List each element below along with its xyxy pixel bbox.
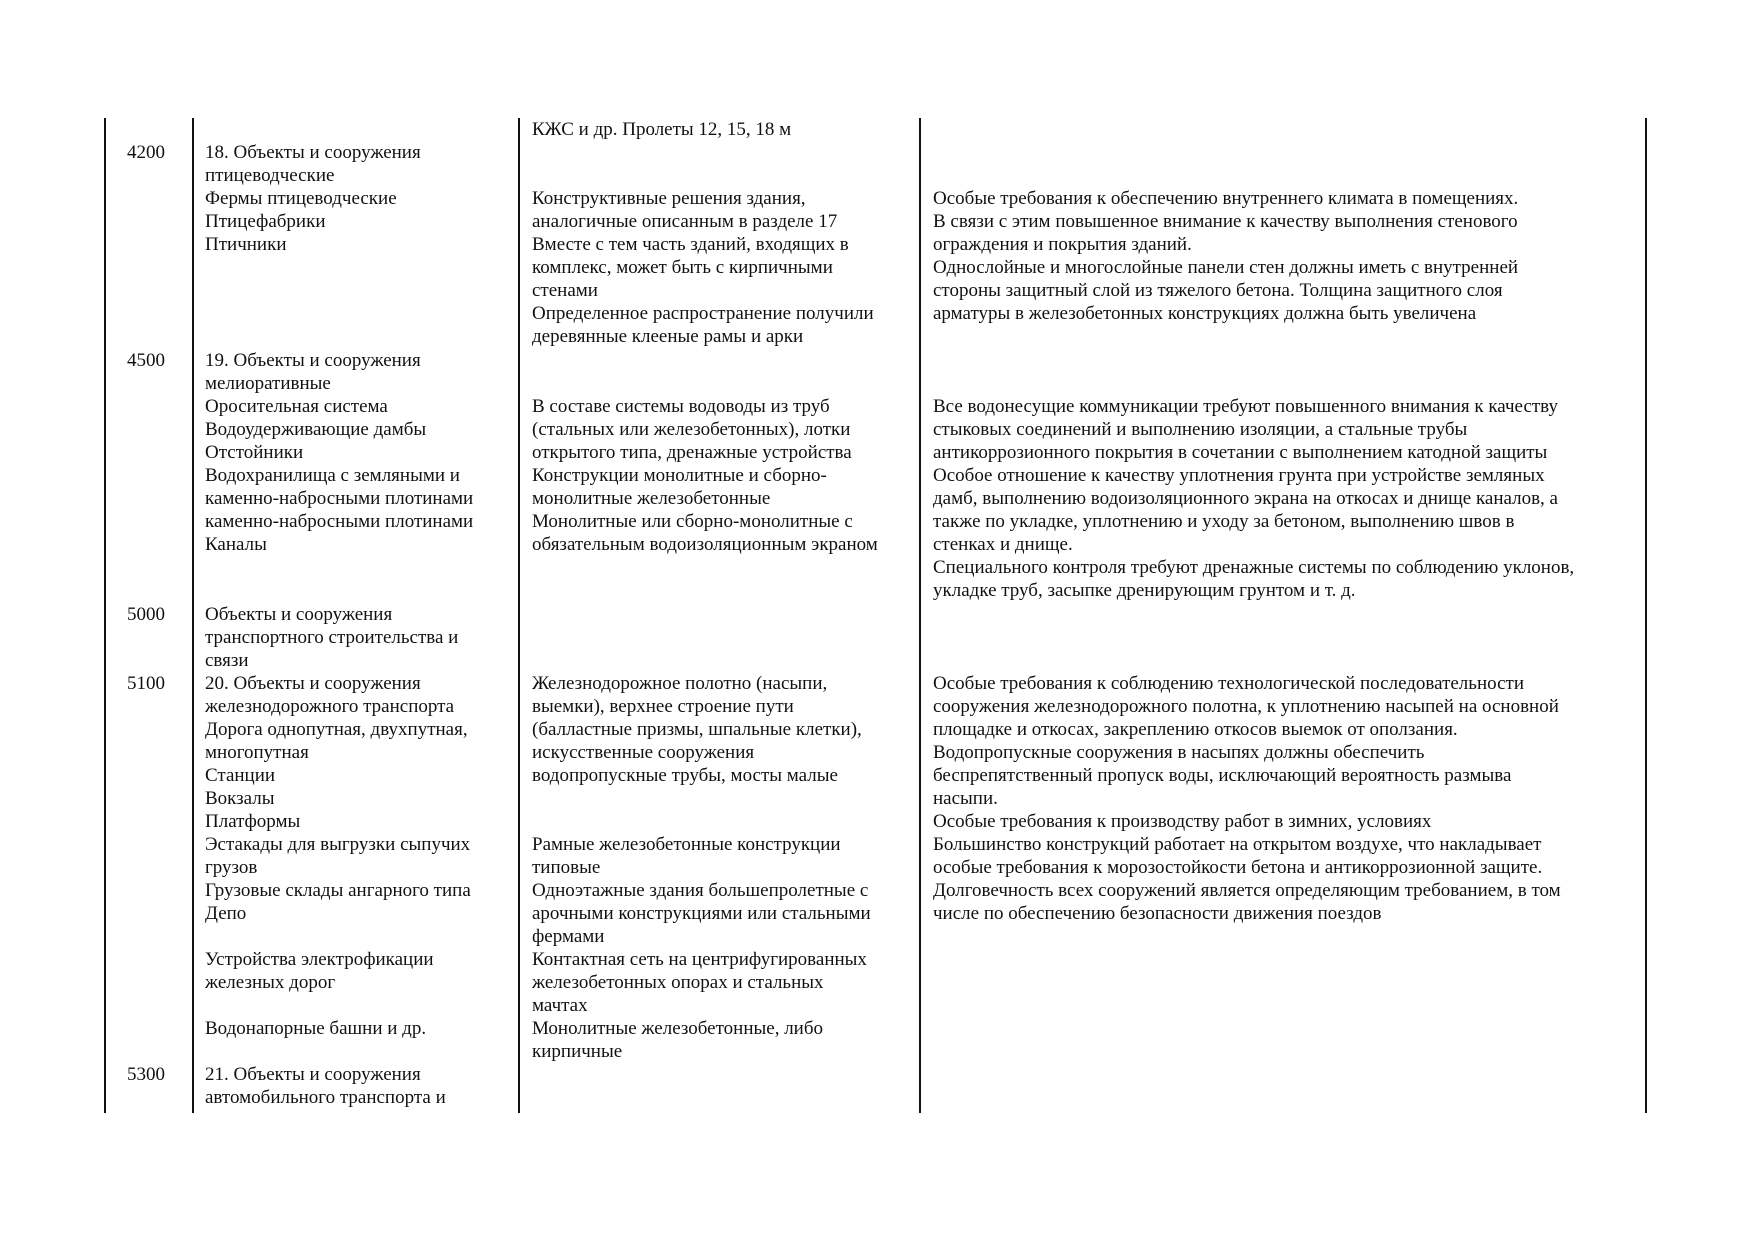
- cell-code: 4500: [127, 350, 165, 371]
- cell-code: 4200: [127, 142, 165, 163]
- table-divider-1: [192, 118, 194, 1113]
- cell-name: 19. Объекты и сооружения мелиоративные: [205, 350, 421, 394]
- cell-name: 18. Объекты и сооружения птицеводческие: [205, 142, 421, 186]
- cell-code: 5300: [127, 1064, 165, 1085]
- cell-requirements: Особые требования к соблюдению технологической последовательности сооружения железнодорожного полотна, к уплотнению насыпей на основной площадке и откосах, закреплению откосов выемок от оползания. Водопропускные сооружения в насыпях должны обеспечить беспрепятственный пропуск воды, исключающий вероятность размыва насыпи. Особые требования к производству работ в зимних, условиях Большинство конструкций работает на открытом воздухе, что накладывает особые требования к морозостойкости бетона и антикоррозионной защите. Долговечность всех сооружений является определяющим требованием, в том числе по обеспечению безопасности движения поездов: [933, 673, 1561, 924]
- cell-name: Фермы птицеводческие Птицефабрики Птичники: [205, 188, 397, 255]
- cell-code: 5000: [127, 604, 165, 625]
- cell-design: Конструктивные решения здания, аналогичные описанным в разделе 17 Вместе с тем часть зданий, входящих в комплекс, может быть с кирпичными стенами Определенное распространение получили деревянные клееные рамы и арки: [532, 188, 874, 347]
- cell-requirements: Особые требования к обеспечению внутреннего климата в помещениях. В связи с этим повышенное внимание к качеству выполнения стенового ограждения и покрытия зданий. Однослойные и многослойные панели стен должны иметь с внутренней стороны защитный слой из тяжелого бетона. Толщина защитного слоя арматуры в железобетонных конструкциях должна быть увеличена: [933, 188, 1519, 324]
- table-border-left: [104, 118, 106, 1113]
- cell-design: Железнодорожное полотно (насыпи, выемки), верхнее строение пути (балластные призмы, шпальные клетки), искусственные сооружения водопропускные трубы, мосты малые: [532, 673, 862, 786]
- cell-requirements: Все водонесущие коммуникации требуют повышенного внимания к качеству стыковых соединений и выполнению изоляции, а стальные трубы антикоррозионного покрытия в сочетании с выполнением катодной защиты Особое отношение к качеству уплотнения грунта при устройстве земляных дамб, выполнению водоизоляционного экрана на откосах и днище каналов, а также по укладке, уплотнению и уходу за бетоном, выполнению швов в стенках и днище. Специального контроля требуют дренажные системы по соблюдению уклонов, укладке труб, засыпке дренирующим грунтом и т. д.: [933, 396, 1575, 601]
- cell-name: 20. Объекты и сооружения железнодорожного транспорта Дорога однопутная, двухпутная, многопутная Станции Вокзалы Платформы: [205, 673, 468, 832]
- cell-name: Эстакады для выгрузки сыпучих грузов Грузовые склады ангарного типа Депо: [205, 834, 471, 924]
- cell-design: Контактная сеть на центрифугированных железобетонных опорах и стальных мачтах: [532, 949, 867, 1016]
- cell-design: Рамные железобетонные конструкции типовые Одноэтажные здания большепролетные с арочными конструкциями или стальными фермами: [532, 834, 871, 947]
- table-divider-2: [518, 118, 520, 1113]
- cell-name: Объекты и сооружения транспортного строительства и связи: [205, 604, 459, 671]
- cell-design: Монолитные железобетонные, либо кирпичные: [532, 1018, 824, 1062]
- cell-code: 5100: [127, 673, 165, 694]
- cell-name: 21. Объекты и сооружения автомобильного транспорта и: [205, 1064, 446, 1108]
- cell-design: КЖС и др. Пролеты 12, 15, 18 м: [532, 119, 792, 140]
- cell-design: В составе системы водоводы из труб (стальных или железобетонных), лотки открытого типа, дренажные устройства Конструкции монолитные и сборно- монолитные железобетонные Монолитные или сборно-монолитные с обязательным водоизоляционным экраном: [532, 396, 878, 555]
- cell-name: Водонапорные башни и др.: [205, 1018, 427, 1039]
- cell-name: Устройства электрофикации железных дорог: [205, 949, 434, 993]
- cell-name: Оросительная система Водоудерживающие дамбы Отстойники Водохранилища с земляными и каменно-набросными плотинами каменно-набросными плотинами Каналы: [205, 396, 474, 555]
